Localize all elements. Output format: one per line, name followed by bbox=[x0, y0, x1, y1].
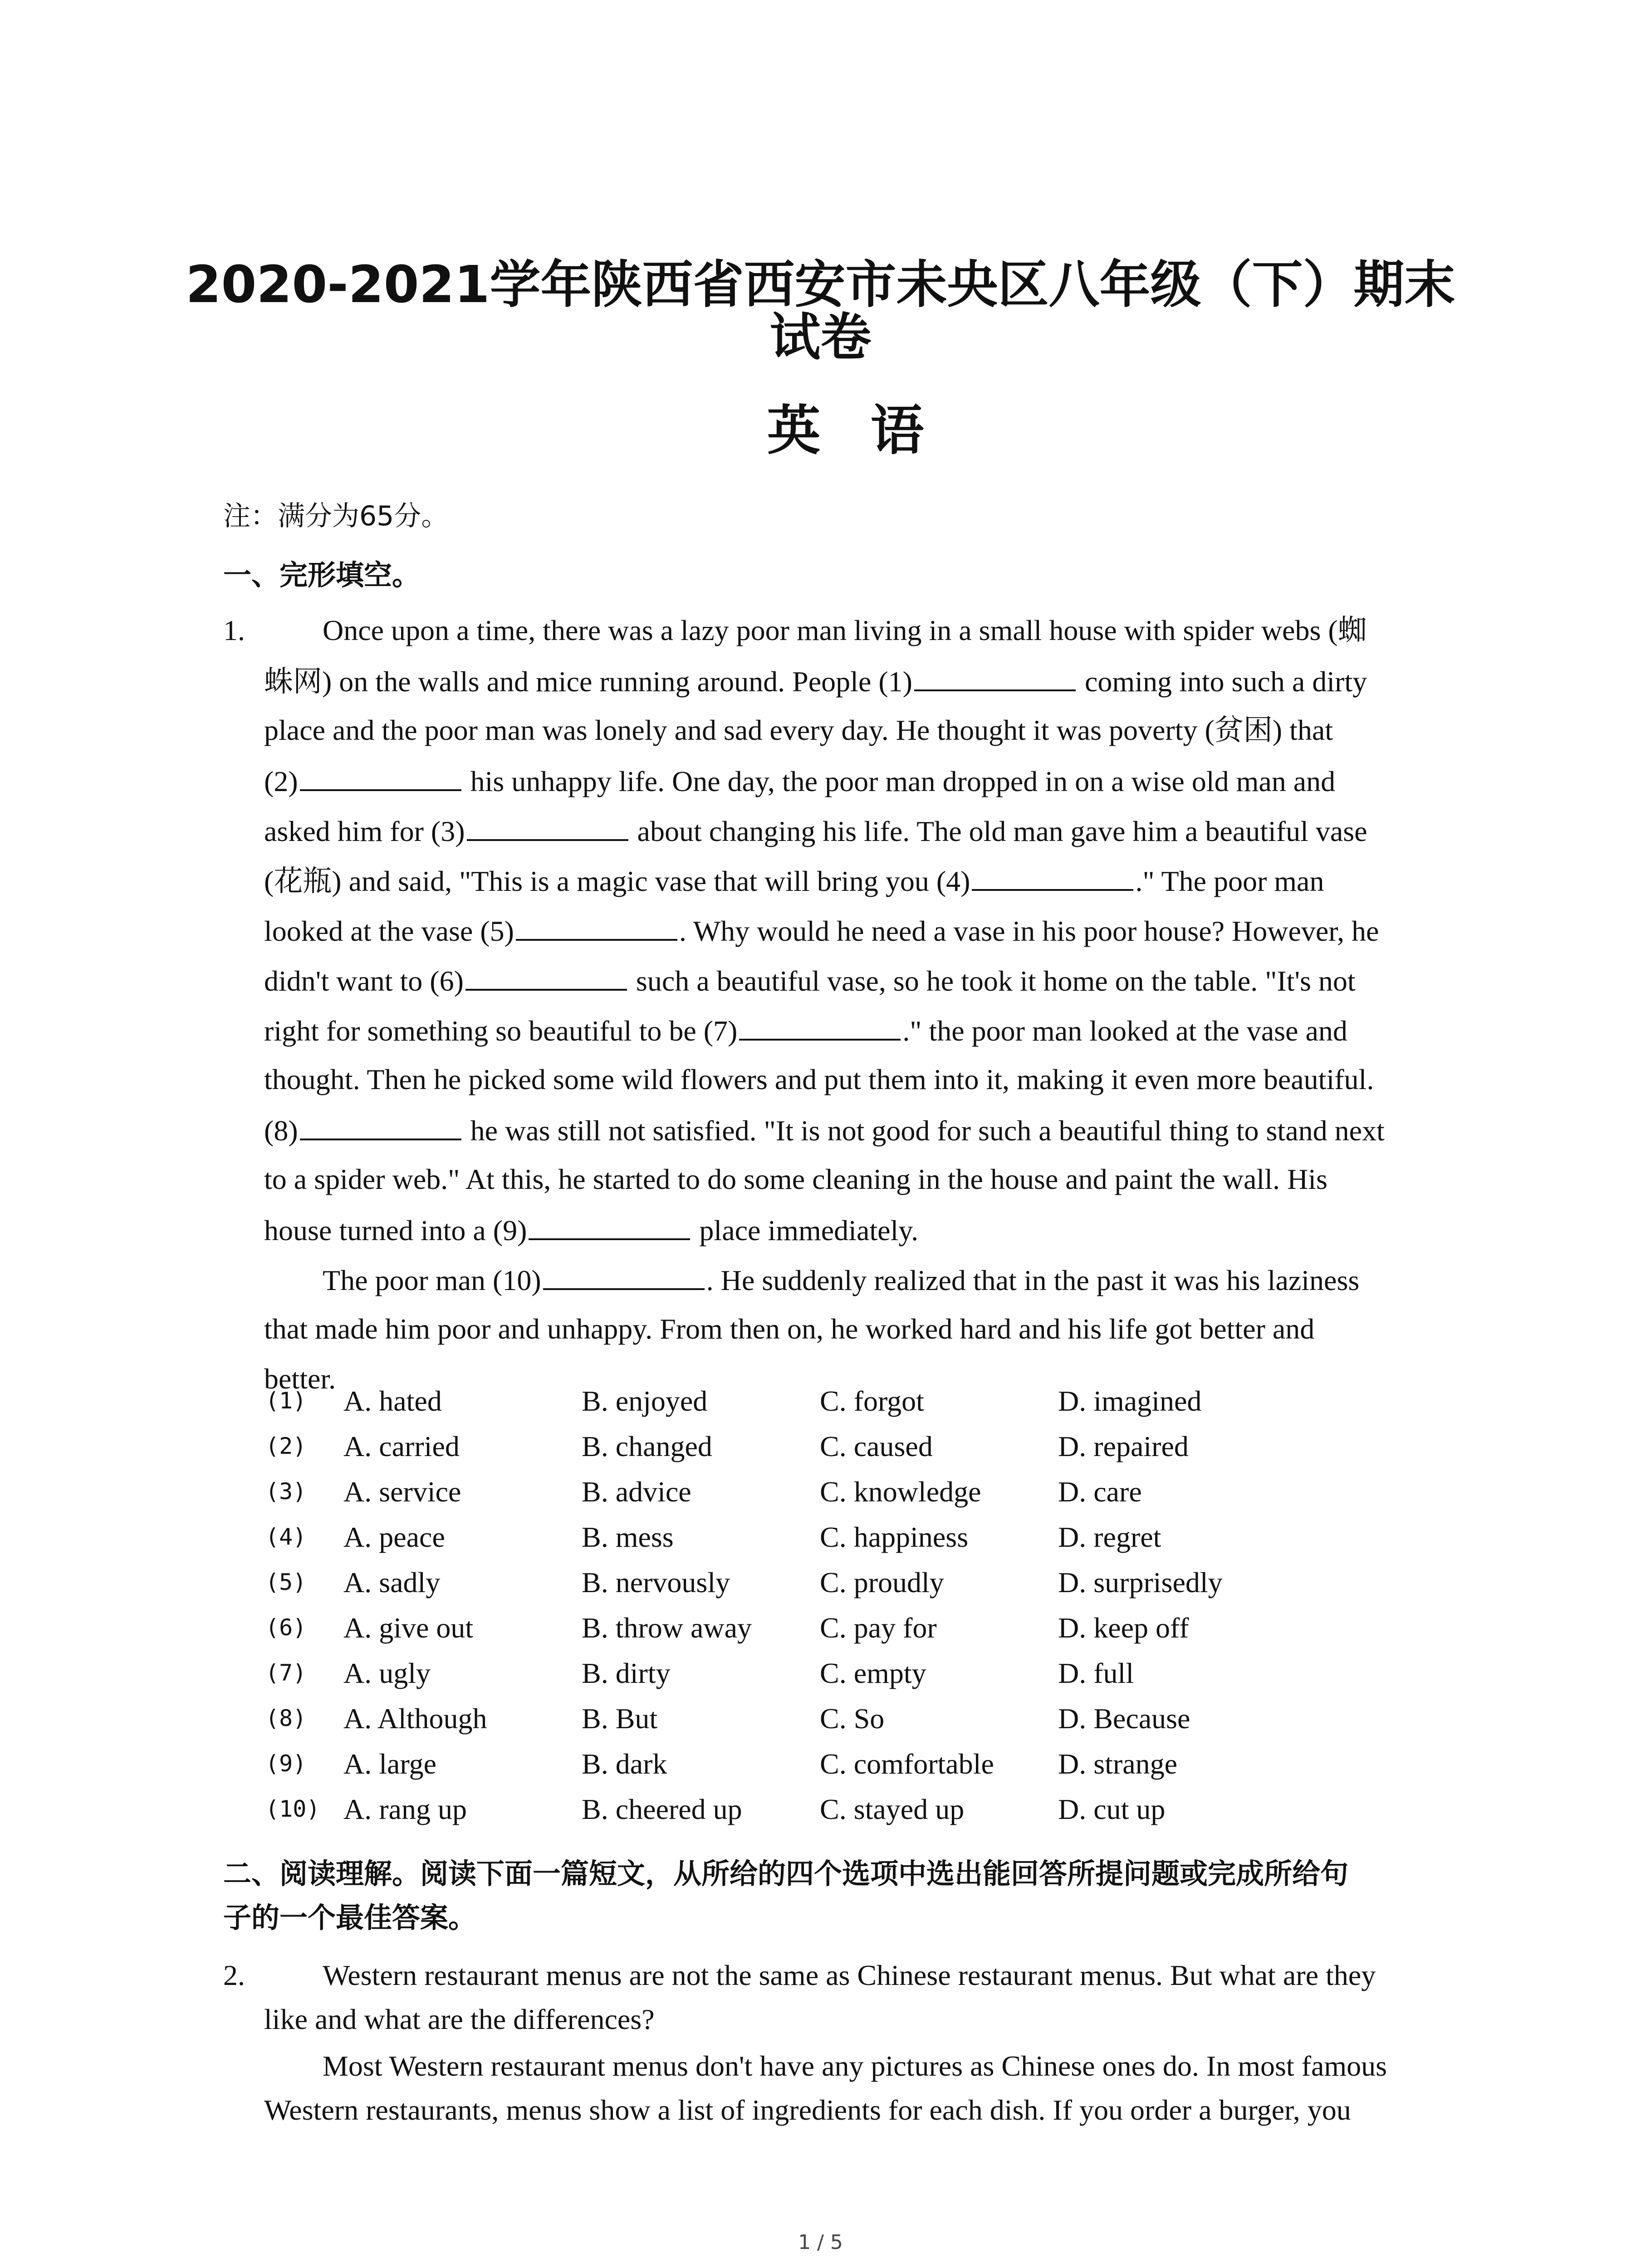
option-a[interactable]: A. large bbox=[343, 1748, 436, 1780]
option-a[interactable]: A. sadly bbox=[343, 1566, 441, 1598]
option-c[interactable]: C. proudly bbox=[820, 1566, 944, 1598]
passage-text: better. bbox=[264, 1363, 336, 1395]
option-d[interactable]: D. surprisedly bbox=[1058, 1566, 1223, 1598]
passage-text: didn't want to (6) bbox=[264, 965, 464, 997]
passage-line bbox=[264, 1065, 1374, 1094]
section-1-heading: 一、完形填空。 bbox=[223, 558, 421, 591]
passage-line bbox=[264, 816, 1367, 846]
subject-title: 英语 bbox=[767, 399, 974, 462]
option-a[interactable]: A. hated bbox=[343, 1385, 442, 1417]
passage-line bbox=[323, 616, 1367, 645]
option-number: (7) bbox=[265, 1660, 307, 1686]
answer-blank bbox=[465, 965, 627, 991]
question-2-number: 2. bbox=[223, 1959, 245, 1991]
passage-text: place and the poor man was lonely and sad every day. He thought it was poverty (贫困) that bbox=[264, 714, 1333, 746]
passage-text: his unhappy life. One day, the poor man dropped in on a wise old man and bbox=[463, 765, 1336, 797]
option-number: (10) bbox=[265, 1796, 320, 1822]
passage-text: place immediately. bbox=[692, 1214, 919, 1246]
passage-line bbox=[264, 1165, 1327, 1194]
passage-line bbox=[264, 1215, 918, 1245]
option-d[interactable]: D. imagined bbox=[1058, 1385, 1202, 1417]
option-b[interactable]: B. changed bbox=[582, 1430, 712, 1462]
option-b[interactable]: B. mess bbox=[582, 1521, 674, 1553]
option-b[interactable]: B. nervously bbox=[582, 1566, 730, 1598]
option-number: (4) bbox=[265, 1524, 307, 1550]
passage-line bbox=[264, 965, 1356, 996]
option-a[interactable]: A. ugly bbox=[343, 1657, 431, 1689]
passage-text: house turned into a (9) bbox=[264, 1214, 527, 1246]
question-1-number: 1. bbox=[223, 614, 245, 646]
option-b[interactable]: B. enjoyed bbox=[582, 1385, 708, 1417]
passage-text: looked at the vase (5) bbox=[264, 915, 514, 947]
passage-text: coming into such a dirty bbox=[1078, 665, 1367, 698]
option-a[interactable]: A. give out bbox=[343, 1612, 474, 1644]
passage-text: (2) bbox=[264, 765, 298, 797]
page-title-line-2: 试卷 bbox=[769, 308, 872, 367]
option-a[interactable]: A. service bbox=[343, 1476, 461, 1508]
score-note: 注：满分为65分。 bbox=[223, 500, 449, 532]
answer-blank bbox=[300, 766, 461, 791]
passage-text: to a spider web." At this, he started to do some cleaning in the house and paint the wall. His bbox=[264, 1163, 1327, 1195]
option-c[interactable]: C. comfortable bbox=[820, 1748, 994, 1780]
option-a[interactable]: A. peace bbox=[343, 1521, 445, 1553]
option-c[interactable]: C. So bbox=[820, 1702, 885, 1735]
answer-blank bbox=[914, 666, 1076, 691]
passage-text: about changing his life. The old man gave him a beautiful vase bbox=[630, 815, 1367, 847]
passage-text: ." The poor man bbox=[1135, 865, 1324, 897]
passage-text: (8) bbox=[264, 1114, 298, 1147]
passage-text: that made him poor and unhappy. From then on, he worked hard and his life got better and bbox=[264, 1313, 1315, 1345]
passage-line bbox=[264, 1015, 1347, 1046]
option-a[interactable]: A. rang up bbox=[343, 1793, 467, 1825]
passage-text: asked him for (3) bbox=[264, 815, 465, 847]
passage-line bbox=[264, 716, 1333, 745]
passage-line bbox=[323, 1265, 1359, 1295]
option-number: (5) bbox=[265, 1569, 307, 1595]
option-d[interactable]: D. repaired bbox=[1058, 1430, 1189, 1462]
option-d[interactable]: D. Because bbox=[1058, 1702, 1190, 1735]
passage-line bbox=[264, 865, 1324, 896]
option-d[interactable]: D. keep off bbox=[1058, 1612, 1189, 1644]
option-c[interactable]: C. knowledge bbox=[820, 1476, 981, 1508]
option-c[interactable]: C. pay for bbox=[820, 1612, 937, 1644]
passage-text: 蛛网) on the walls and mice running around. People (1) bbox=[264, 665, 912, 698]
answer-blank bbox=[467, 816, 628, 841]
option-c[interactable]: C. stayed up bbox=[820, 1793, 965, 1825]
passage-text: (花瓶) and said, "This is a magic vase that will bring you (4) bbox=[264, 865, 970, 897]
option-d[interactable]: D. full bbox=[1058, 1657, 1134, 1689]
option-number: (6) bbox=[265, 1614, 307, 1641]
passage-text: The poor man (10) bbox=[323, 1264, 541, 1296]
option-c[interactable]: C. caused bbox=[820, 1430, 933, 1462]
option-a[interactable]: A. carried bbox=[343, 1430, 460, 1462]
passage-text: right for something so beautiful to be (7) bbox=[264, 1015, 738, 1047]
answer-blank bbox=[972, 865, 1133, 891]
option-d[interactable]: D. cut up bbox=[1058, 1793, 1166, 1825]
passage-text: ." the poor man looked at the vase and bbox=[902, 1015, 1347, 1047]
option-c[interactable]: C. happiness bbox=[820, 1521, 969, 1553]
answer-blank bbox=[543, 1265, 705, 1290]
answer-blank bbox=[516, 915, 677, 941]
option-number: (1) bbox=[265, 1388, 307, 1414]
option-b[interactable]: B. throw away bbox=[582, 1612, 752, 1644]
option-d[interactable]: D. regret bbox=[1058, 1521, 1161, 1553]
option-b[interactable]: B. But bbox=[582, 1702, 658, 1735]
option-c[interactable]: C. empty bbox=[820, 1657, 926, 1689]
passage-text: . Why would he need a vase in his poor house? However, he bbox=[679, 915, 1379, 947]
option-b[interactable]: B. advice bbox=[582, 1476, 691, 1508]
answer-blank bbox=[529, 1215, 690, 1240]
answer-blank bbox=[739, 1015, 901, 1041]
option-number: (2) bbox=[265, 1433, 307, 1459]
passage-line bbox=[264, 766, 1335, 796]
passage-text: . He suddenly realized that in the past it was his laziness bbox=[706, 1264, 1360, 1296]
passage-line bbox=[264, 666, 1367, 696]
reading-line: Most Western restaurant menus don't have any pictures as Chinese ones do. In most famous bbox=[323, 2050, 1387, 2082]
section-2-heading-line-2: 子的一个最佳答案。 bbox=[223, 1901, 477, 1934]
answer-blank bbox=[300, 1115, 461, 1140]
option-d[interactable]: D. care bbox=[1058, 1476, 1142, 1508]
reading-line: Western restaurants, menus show a list of ingredients for each dish. If you order a burger, you bbox=[264, 2094, 1351, 2126]
option-b[interactable]: B. dark bbox=[582, 1748, 667, 1780]
option-b[interactable]: B. cheered up bbox=[582, 1793, 742, 1825]
option-number: (8) bbox=[265, 1705, 307, 1731]
passage-text: thought. Then he picked some wild flowers and put them into it, making it even more beautiful. bbox=[264, 1063, 1374, 1095]
passage-line bbox=[264, 915, 1379, 946]
passage-line bbox=[264, 1315, 1314, 1344]
passage-text: Once upon a time, there was a lazy poor man living in a small house with spider webs (蜘 bbox=[323, 614, 1367, 646]
section-2-heading-line-1: 二、阅读理解。阅读下面一篇短文，从所给的四个选项中选出能回答所提问题或完成所给句 bbox=[223, 1857, 1349, 1890]
option-number: (9) bbox=[265, 1750, 307, 1777]
reading-line: Western restaurant menus are not the same as Chinese restaurant menus. But what are they bbox=[323, 1959, 1376, 1991]
option-c[interactable]: C. forgot bbox=[820, 1385, 924, 1417]
passage-text: such a beautiful vase, so he took it home on the table. "It's not bbox=[628, 965, 1356, 997]
passage-line bbox=[264, 1115, 1385, 1145]
reading-line: like and what are the differences? bbox=[264, 2003, 655, 2035]
option-a[interactable]: A. Although bbox=[343, 1702, 487, 1735]
option-b[interactable]: B. dirty bbox=[582, 1657, 671, 1689]
passage-text: he was still not satisfied. "It is not good for such a beautiful thing to stand next bbox=[463, 1114, 1385, 1147]
option-d[interactable]: D. strange bbox=[1058, 1748, 1178, 1780]
page-title-line-1: 2020-2021学年陕西省西安市未央区八年级（下）期末 bbox=[186, 255, 1455, 314]
option-number: (3) bbox=[265, 1478, 307, 1505]
page-number: 1 / 5 bbox=[798, 2231, 843, 2254]
